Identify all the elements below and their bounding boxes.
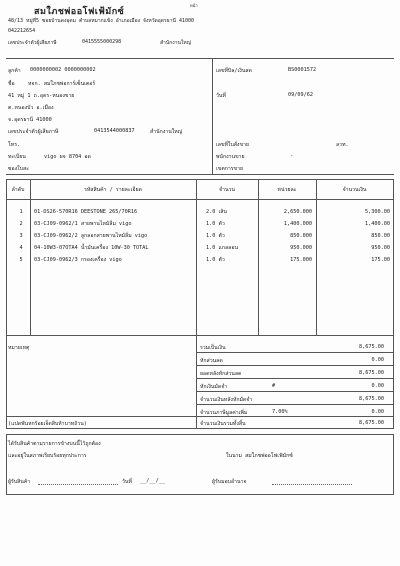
doc-job-label: เขตการขาย	[216, 166, 244, 172]
company-address: 48/13 หมู่ที่5 ซอยบ้านดงอุดม ตำบลหมากแข้ง อำเภอเมือง จังหวัดอุดรธานี 41000	[8, 18, 195, 24]
receipt-statement-2: และอยู่ในสภาพเรียบร้อยทุกประการ	[8, 453, 87, 459]
totals-divider-1	[196, 352, 394, 353]
col-header-price: หน่วยละ	[277, 187, 297, 193]
company-branch: สำนักงานใหญ่	[160, 40, 191, 46]
discount-label: หักส่วนลด	[200, 358, 223, 364]
footer-top	[6, 434, 394, 435]
totals-right-border	[393, 335, 394, 428]
customer-zone-label: ซองใบสะ	[8, 166, 29, 172]
customer-code-label: ลูกค้า	[8, 68, 21, 74]
doc-sales: -	[290, 153, 294, 159]
discount-value: 0.00	[371, 357, 384, 363]
customer-car-value: vigo ผจ 8704 อด	[44, 154, 91, 160]
authorized-label: ผู้รับมอบอำนาจ	[212, 479, 247, 485]
row-amount: 950.00	[371, 245, 390, 251]
receiver-date-label: วันที่	[122, 479, 132, 485]
table-row	[6, 231, 394, 241]
row-price: 2,650.000	[283, 209, 312, 215]
col-header-amount: จำนวนเงิน	[342, 187, 367, 193]
deposit-hash: #	[272, 383, 276, 389]
amount-in-words: (แปดพันหกร้อยเจ็ดสิบห้าบาทถ้วน)	[8, 421, 87, 427]
row-price: 175.000	[290, 257, 312, 263]
after-deposit-value: 8,675.00	[359, 396, 384, 402]
totals-left-border	[6, 335, 7, 428]
row-amount: 850.00	[371, 233, 390, 239]
receiver-label: ผู้รับสินค้า	[8, 479, 31, 485]
grand-total-label: จำนวนเงินรวมทั้งสิ้น	[200, 421, 246, 427]
customer-tax-id: 0413544000837	[94, 128, 135, 134]
customer-address-2: ต.หนองบัว อ.เมือง	[8, 105, 54, 111]
subtotal-value: 8,675.00	[359, 344, 384, 350]
customer-name-label: ชื่อ	[8, 81, 15, 87]
table-row	[6, 255, 394, 265]
customer-tel-label: โทร.	[8, 142, 21, 148]
row-amount: 1,400.00	[365, 221, 390, 227]
row-desc: 04-10W3-07OTA4 น้ำมันเครื่อง 10W-30 TOTAL	[34, 245, 149, 251]
row-desc: 03-CJ09-0962/3 กรองเครื่อง vigo	[34, 257, 122, 263]
totals-divider-2	[196, 365, 394, 366]
receiver-date-blank: __/__/__	[140, 478, 165, 484]
row-no: 1	[19, 209, 23, 215]
totals-divider-4	[196, 391, 394, 392]
doc-sales-label: พนักงานขาย	[216, 154, 245, 160]
remark-label: หมายเหตุ	[8, 345, 30, 351]
row-qty: 1.0 ตัว	[206, 257, 225, 263]
row-price: 1,400.000	[283, 221, 312, 227]
vat-rate: 7.00%	[272, 409, 288, 415]
customer-address-1: 41 หมู่ 1 ถ.อุดร-หนองขาย	[8, 93, 75, 99]
row-amount: 175.00	[371, 257, 390, 263]
on-behalf-of: ในนาม สมใภชพ่ออโฟเฟ้มักซ์	[226, 453, 293, 459]
row-price: 950.000	[290, 245, 312, 251]
grand-total-value: 8,675.00	[359, 420, 384, 426]
row-desc: 03-CJ09-0962/1 สายพานไหม้ลิ่ม vigo	[34, 221, 132, 227]
doc-info-divider	[212, 58, 213, 174]
table-header-bottom	[6, 199, 394, 200]
row-no: 3	[19, 233, 23, 239]
footer-bottom	[6, 494, 394, 495]
doc-ref-label: เลขที่ใบสั่งขาย	[216, 142, 249, 148]
footer-right-border	[393, 434, 394, 494]
table-row	[6, 243, 394, 253]
customer-car-label: ทะเบียน	[8, 154, 26, 160]
table-row	[6, 219, 394, 229]
col-header-qty: จำนวน	[219, 187, 235, 193]
doc-date: 09/09/62	[288, 92, 313, 98]
row-qty: 1.0 แกลลอน	[206, 245, 238, 251]
table-top-border	[6, 179, 394, 180]
footer-left-border	[6, 434, 7, 494]
totals-mid-border	[196, 335, 197, 428]
doc-no: BS0001572	[288, 67, 317, 73]
customer-block-top	[6, 58, 394, 59]
company-name: สมใภชพ่ออโฟเฟ้มักซ์	[34, 7, 125, 17]
totals-grand-bottom	[6, 428, 394, 429]
row-desc: 01-DS26-570R16 DEESTONE 265/70R16	[34, 209, 138, 215]
table-bottom-border	[6, 335, 394, 336]
after-deposit-label: จำนวนเงินหลังหักมัดจำ	[200, 397, 253, 403]
row-price: 850.000	[290, 233, 312, 239]
customer-branch: สำนักงานใหญ่	[150, 129, 183, 135]
authorized-signature-line	[272, 484, 352, 485]
deposit-label: หักเงินมัดจำ	[200, 384, 228, 390]
after-discount-label: ยอดหลังหักส่วนลด	[200, 371, 242, 377]
doc-ref: ลวท.	[336, 142, 349, 148]
row-qty: 1.0 ตัว	[206, 221, 225, 227]
doc-date-label: วันที่	[216, 93, 226, 99]
company-tax-id: 0415555000298	[82, 39, 122, 45]
totals-divider-5	[196, 404, 394, 405]
company-tax-label: เลขประจำตัวผู้เสียภาษี	[8, 40, 57, 46]
page-marker: หน้า	[190, 3, 198, 8]
deposit-value: 0.00	[371, 383, 384, 389]
customer-address-3: จ.อุดรธานี 41000	[8, 117, 52, 123]
totals-grand-top	[6, 416, 394, 417]
table-row	[6, 207, 394, 217]
row-qty: 1.0 ตัว	[206, 233, 225, 239]
row-qty: 2.0 เส้น	[206, 209, 227, 215]
subtotal-label: รวมเป็นเงิน	[200, 345, 226, 351]
col-header-no: ลำดับ	[11, 187, 25, 193]
after-discount-value: 8,675.00	[359, 370, 384, 376]
row-amount: 5,300.00	[365, 209, 390, 215]
totals-divider-3	[196, 378, 394, 379]
receiver-signature-line	[38, 484, 118, 485]
company-phone: 042212654	[8, 28, 36, 34]
row-desc: 03-CJ09-0962/2 ลูกลอกสายพานไหม้ลิ่ม vigo	[34, 233, 148, 239]
vat-label: จำนวนภาษีมูลค่าเพิ่ม	[200, 410, 248, 416]
doc-no-label: เลขที่บิล/เงินสด	[216, 68, 252, 74]
row-no: 5	[19, 257, 23, 263]
customer-code: 0000000002 0000000002	[30, 67, 96, 73]
row-no: 2	[19, 221, 23, 227]
vat-value: 0.00	[371, 409, 384, 415]
customer-name: หจก. สมใภชพ่อการ์เซ็นเตอร์	[28, 81, 96, 87]
row-no: 4	[19, 245, 23, 251]
receipt-statement-1: ได้รับสินค้าตามรายการข้างบนนี้ไว้ถูกต้อง	[8, 441, 101, 447]
customer-block-bottom	[6, 174, 394, 175]
col-header-desc: รหัสสินค้า / รายละเอียด	[84, 187, 142, 193]
customer-tax-label: เลขประจำตัวผู้เสียภาษี	[8, 129, 59, 135]
